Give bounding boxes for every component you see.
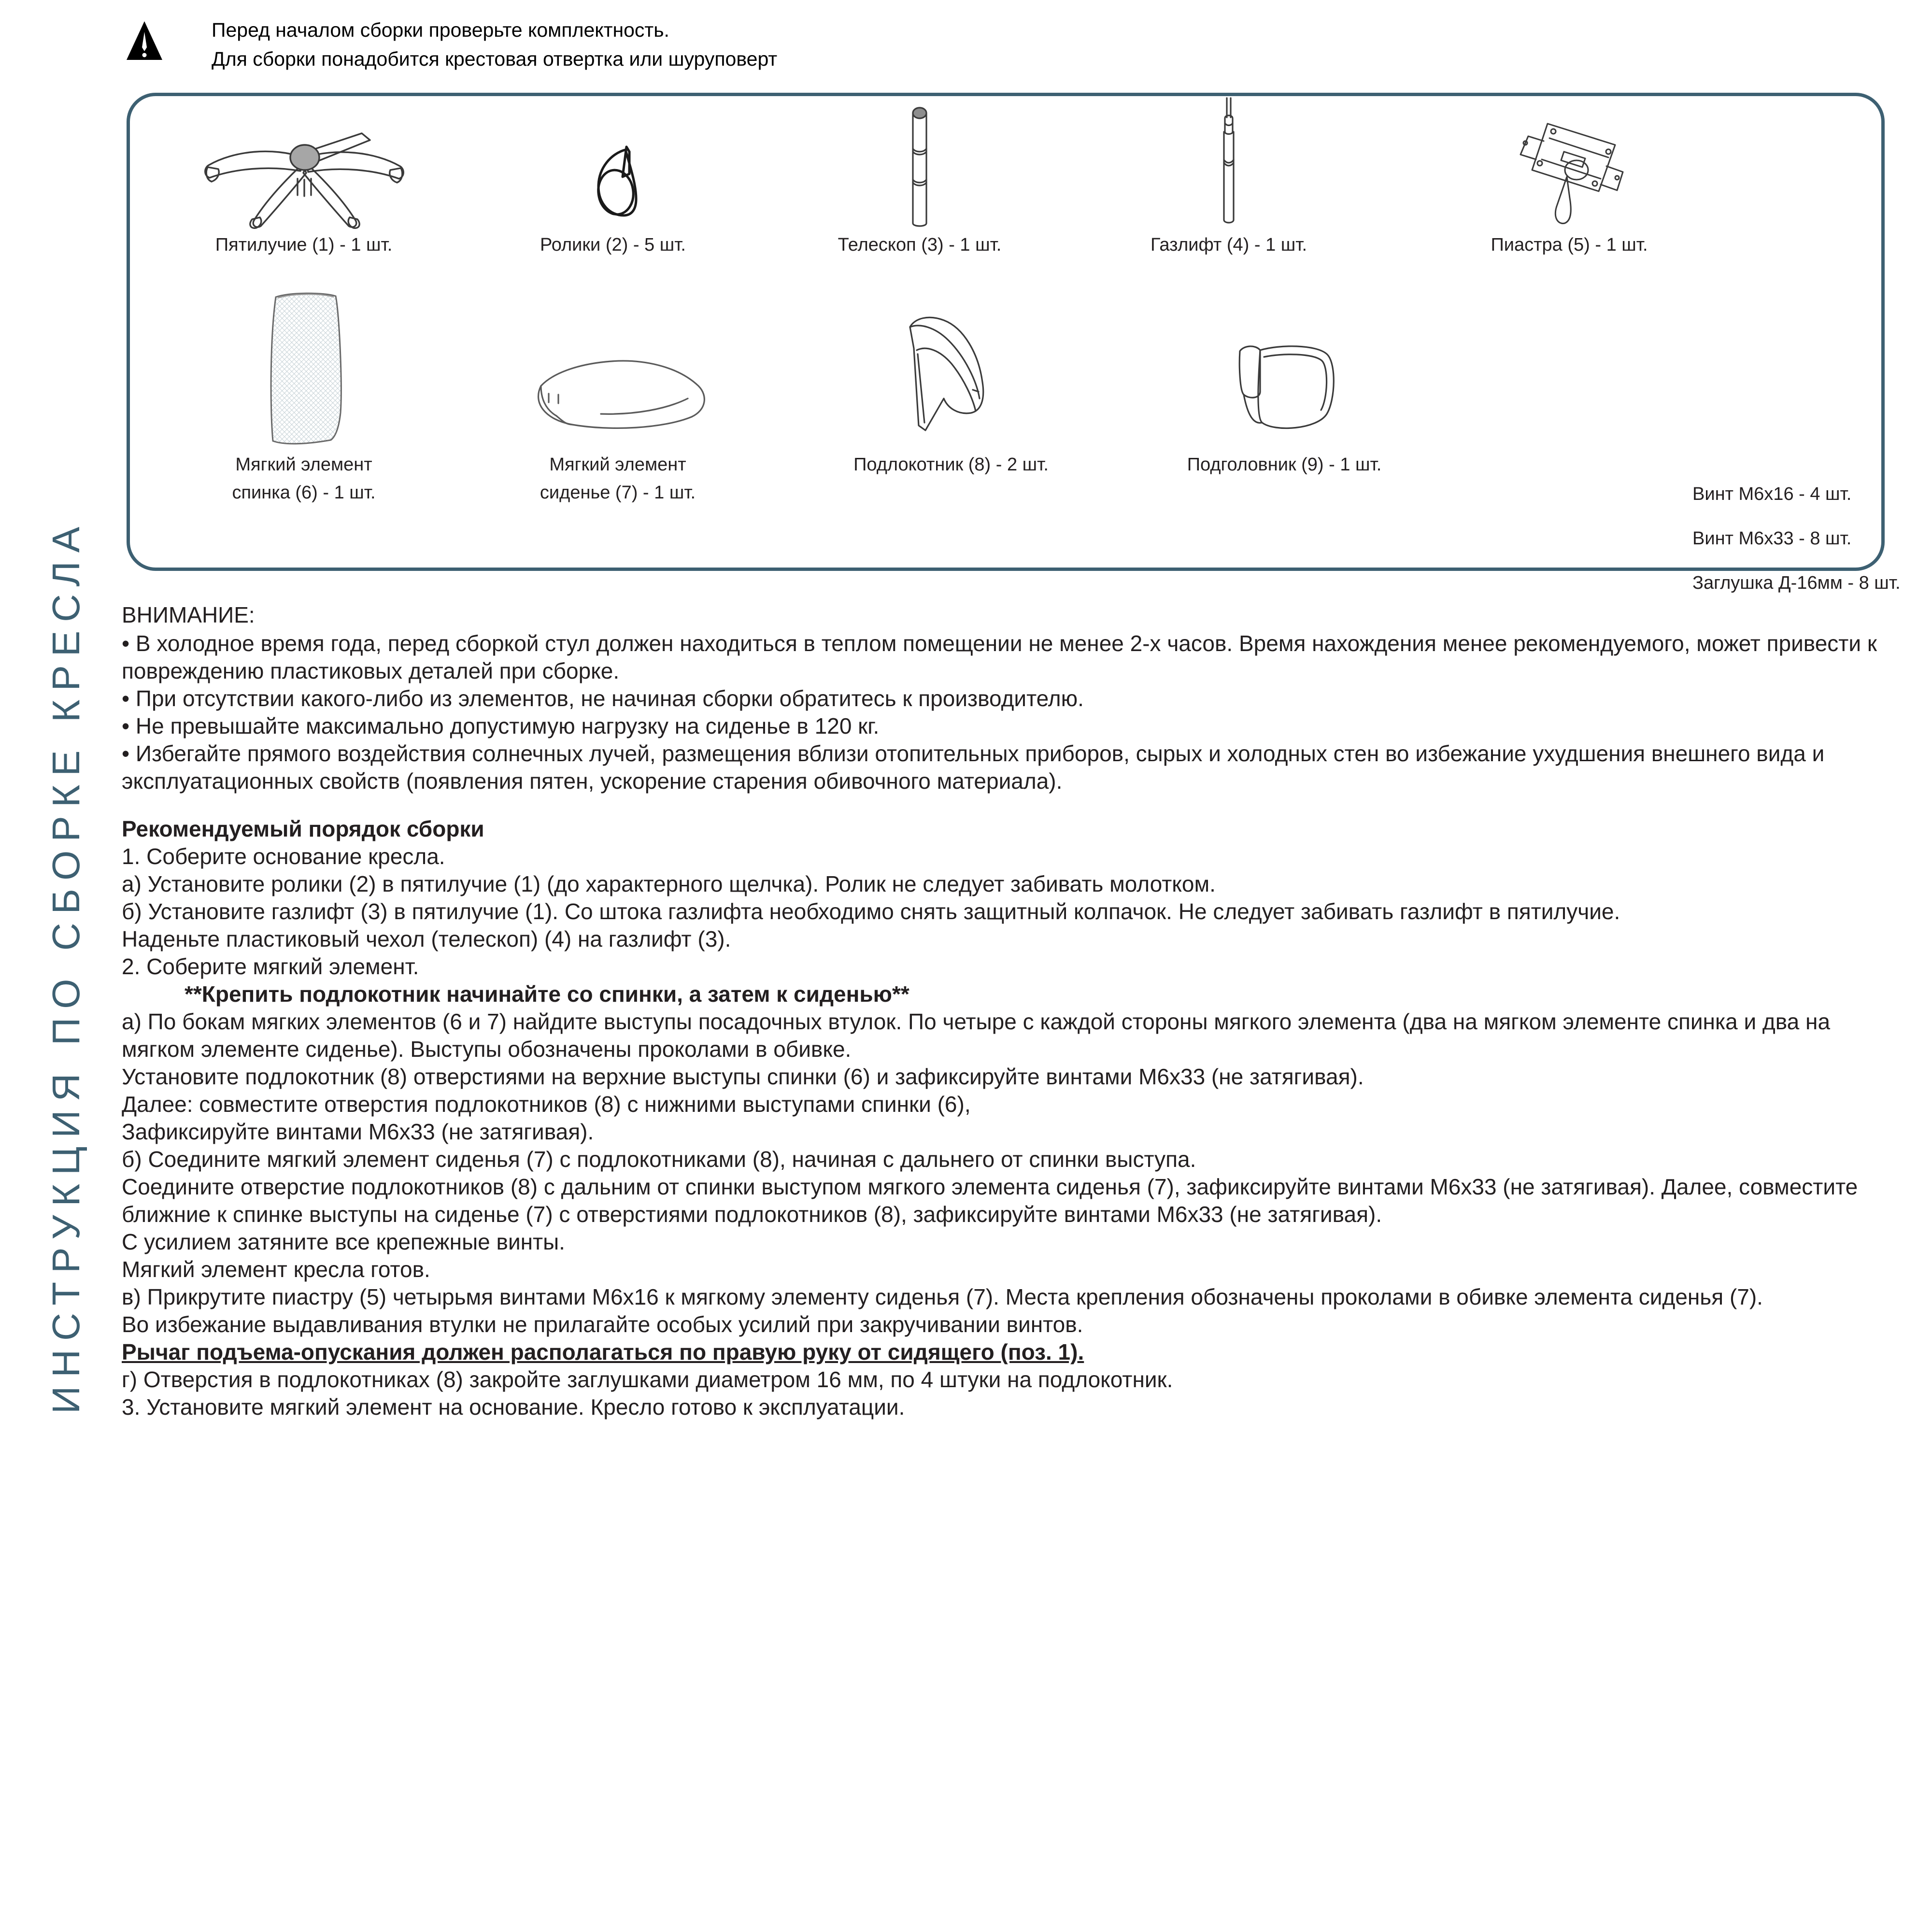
document-side-title — [25, 0, 107, 1932]
part-cell-gas-lift — [1094, 118, 1364, 257]
side-title-text: ИНСТРУКЦИЯ ПО СБОРКЕ КРЕСЛА — [44, 518, 87, 1414]
headrest-icon — [1135, 289, 1434, 449]
part-label-caster-wheel: Ролики (2) - 5 шт. — [540, 235, 686, 255]
warning-triangle-icon — [126, 20, 163, 62]
assembly-step-1b: б) Установите газлифт (3) в пятилучие (1). Со штока газлифта необходимо снять защитный колпачок. Не следует забивать газлифт в пятилучие. — [122, 899, 1620, 924]
section-spacer — [122, 795, 1889, 815]
assembly-step-2c: в) Прикрутите пиастру (5) четырьмя винтами М6х16 к мягкому элементу сиденья (7). Места крепления обозначены проколами в обивке элемента сиденья (7). — [122, 1284, 1763, 1309]
hardware-item-cap-16mm: Заглушка Д-16мм - 8 шт. — [1692, 573, 1901, 593]
part-label-headrest: Подголовник (9) - 1 шт. — [1187, 455, 1382, 475]
assembly-heading: Рекомендуемый порядок сборки — [122, 816, 484, 841]
assembly-lever-note: Рычаг подъема-опускания должен располагаться по правую руку от сидящего (поз. 1). — [122, 1339, 1084, 1364]
part-cell-soft-back-panel — [178, 289, 429, 505]
hardware-item-screw-m6x33: Винт М6х33 - 8 шт. — [1692, 528, 1852, 549]
five-star-base-icon — [169, 118, 439, 229]
part-label-soft-back-line2: спинка (6) - 1 шт. — [232, 483, 376, 503]
hardware-item-screw-m6x16: Винт М6х16 - 4 шт. — [1692, 484, 1852, 504]
assembly-step-2b4: Мягкий элемент кресла готов. — [122, 1257, 430, 1282]
piastra-plate-icon — [1415, 118, 1724, 229]
assembly-step-2a2: Установите подлокотник (8) отверстиями на верхние выступы спинки (6) и зафиксируйте винтами М6х33 (не затягивая). — [122, 1064, 1364, 1089]
assembly-armrest-note: **Крепить подлокотник начинайте со спинки, а затем к сиденью** — [185, 981, 909, 1007]
parts-inventory-box — [127, 93, 1901, 593]
assembly-step-2b3: С усилием затяните все крепежные винты. — [122, 1229, 565, 1254]
part-label-gas-lift: Газлифт (4) - 1 шт. — [1150, 235, 1307, 255]
assembly-step-3: 3. Установите мягкий элемент на основание. Кресло готово к эксплуатации. — [122, 1394, 905, 1420]
assembly-step-2b: б) Соедините мягкий элемент сиденья (7) с подлокотниками (8), начиная с дальнего от спинки выступа. — [122, 1147, 1196, 1172]
attention-bullet-1: • В холодное время года, перед сборкой стул должен находиться в теплом помещении не менее 2-х часов. Время нахождения менее рекомендуемого, может привести к повреждению пластиковых деталей при сборке. — [122, 631, 1877, 683]
part-cell-piastra-plate — [1415, 118, 1724, 257]
assembly-step-2a4: Зафиксируйте винтами М6х33 (не затягивая). — [122, 1119, 594, 1144]
assembly-step-2: 2. Соберите мягкий элемент. — [122, 954, 419, 979]
part-label-soft-seat-line2: сиденье (7) - 1 шт. — [540, 483, 696, 503]
part-label-soft-seat-line1: Мягкий элемент — [549, 455, 686, 475]
soft-back-panel-icon — [178, 289, 429, 449]
part-label-five-star-base: Пятилучие (1) - 1 шт. — [215, 235, 393, 255]
assembly-step-1a: а) Установите ролики (2) в пятилучие (1) (до характерного щелчка). Ролик не следует забивать молотком. — [122, 871, 1216, 896]
assembly-step-2a: а) По бокам мягких элементов (6 и 7) найдите выступы посадочных втулок. По четыре с каждой стороны мягкого элемента (два на мягком элементе спинка и два на мягком элементе сиденье). Выступы обозначены проколами в обивке. — [122, 1009, 1831, 1062]
caster-wheel-icon — [478, 118, 748, 229]
part-cell-soft-seat — [487, 289, 748, 505]
assembly-step-2c2: Во избежание выдавливания втулки не прилагайте особых усилий при закручивании винтов. — [122, 1312, 1083, 1337]
assembly-step-1: 1. Соберите основание кресла. — [122, 844, 445, 869]
part-label-telescope-cover: Телескоп (3) - 1 шт. — [838, 235, 1002, 255]
assembly-step-2b2: Соедините отверстие подлокотников (8) с дальним от спинки выступом мягкого элемента сиденья (7), зафиксируйте винтами М6х33 (не затягивая). Далее, совместите ближние к спинке выступы на сиденье (7) с отверстиями подлокотников (8), зафиксируйте винтами М6х33 (не затягивая). — [122, 1174, 1858, 1227]
part-cell-five-star-base — [169, 118, 439, 257]
soft-seat-icon — [487, 289, 748, 449]
telescope-cover-icon — [784, 118, 1055, 229]
assembly-step-2d: г) Отверстия в подлокотниках (8) закройте заглушками диаметром 16 мм, по 4 штуки на подлокотник. — [122, 1367, 1173, 1392]
part-label-armrest: Подлокотник (8) - 2 шт. — [853, 455, 1049, 475]
top-warning-strip — [116, 9, 1903, 84]
part-cell-armrest — [801, 289, 1101, 477]
part-cell-headrest — [1135, 289, 1434, 477]
part-cell-telescope-cover — [784, 118, 1055, 257]
assembly-step-2a3: Далее: совместите отверстия подлокотников (8) с нижними выступами спинки (6), — [122, 1092, 971, 1117]
attention-title: ВНИМАНИЕ: — [122, 602, 255, 627]
gas-lift-icon — [1094, 118, 1364, 229]
assembly-step-1c: Наденьте пластиковый чехол (телескоп) (4) на газлифт (3). — [122, 926, 731, 952]
warning-text-block — [212, 15, 777, 73]
part-label-piastra-plate: Пиастра (5) - 1 шт. — [1491, 235, 1648, 255]
attention-bullet-3: • Не превышайте максимально допустимую нагрузку на сиденье в 120 кг. — [122, 713, 880, 739]
warning-line-2: Для сборки понадобится крестовая отвертка или шуруповерт — [212, 48, 778, 70]
attention-bullet-2: • При отсутствии какого-либо из элементов, не начиная сборки обратитесь к производителю. — [122, 686, 1084, 711]
warning-line-1: Перед началом сборки проверьте комплектность. — [212, 19, 669, 41]
instruction-body — [122, 601, 1889, 1421]
armrest-icon — [801, 289, 1101, 449]
hardware-list — [1692, 483, 1932, 616]
part-cell-caster-wheel — [478, 118, 748, 257]
part-label-soft-back-line1: Мягкий элемент — [235, 455, 372, 475]
attention-bullet-4: • Избегайте прямого воздействия солнечных лучей, размещения вблизи отопительных приборов, сырых и холодных стен во избежание ухудшения внешнего вида и эксплуатационных свойств (появления пятен, ускорение старения обивочного материала). — [122, 741, 1825, 794]
